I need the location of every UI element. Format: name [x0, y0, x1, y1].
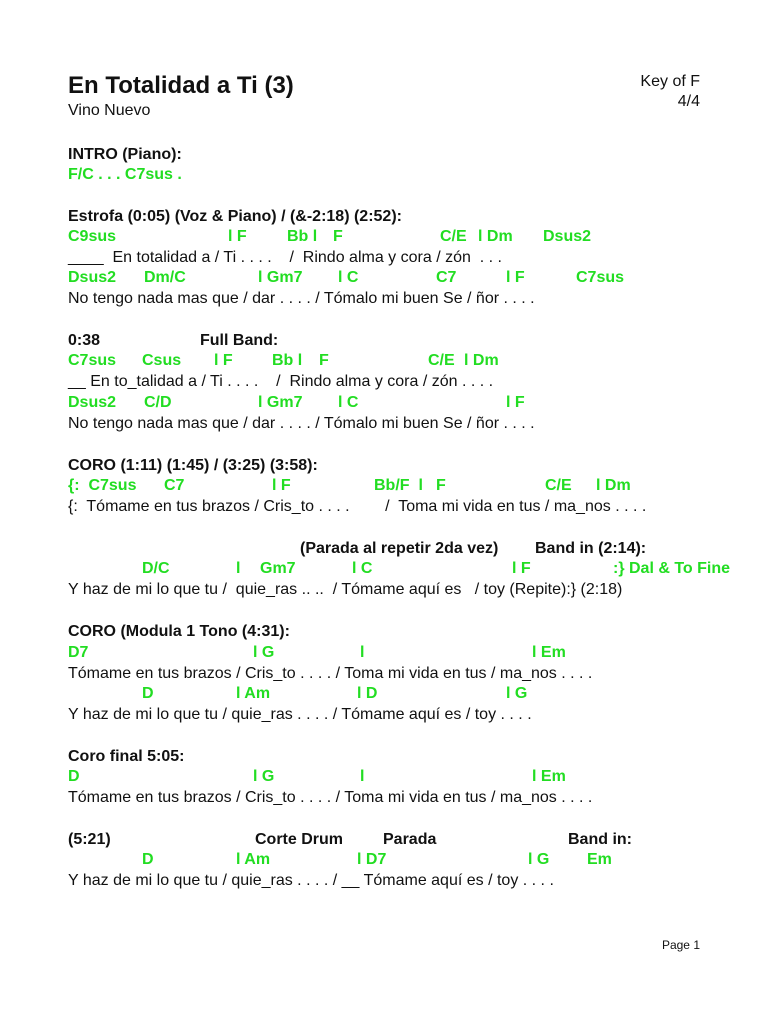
- coro-modula-heading: CORO (Modula 1 Tono (4:31):: [68, 623, 290, 640]
- chord: l G: [253, 768, 275, 785]
- chord: l: [360, 768, 365, 785]
- chord: Dsus2: [68, 269, 117, 286]
- chord: Csus: [142, 352, 182, 369]
- chord: l D7: [357, 851, 387, 868]
- chord: l G: [506, 685, 528, 702]
- chord: l Em: [532, 644, 566, 661]
- chord: l Gm7: [258, 269, 303, 286]
- chord: Bb l: [272, 352, 303, 369]
- corte-drum-label: Corte Drum: [255, 831, 344, 848]
- intro-chords: F/C . . . C7sus .: [68, 166, 182, 183]
- chord: l Dm: [596, 477, 631, 494]
- chord: D7: [68, 644, 89, 661]
- chord: l Dm: [478, 228, 513, 245]
- estrofa-heading: Estrofa (0:05) (Voz & Piano) / (&-2:18) (2:52):: [68, 208, 402, 225]
- chord: l: [236, 560, 241, 577]
- lyric-line: {: Tómame en tus brazos / Cris_to . . . . / Toma mi vida en tus / ma_nos . . . .: [68, 498, 647, 515]
- chord: C/E: [428, 352, 455, 369]
- chord: l F: [506, 394, 525, 411]
- chord: l D: [357, 685, 378, 702]
- chord: D: [142, 851, 154, 868]
- lyric-line: No tengo nada mas que / dar . . . . / Tómalo mi buen Se / ñor . . . .: [68, 290, 535, 307]
- chord: C/E: [440, 228, 467, 245]
- ending-time: (5:21): [68, 831, 111, 848]
- artist-name: Vino Nuevo: [68, 102, 151, 119]
- lyric-line: __ En to_talidad a / Ti . . . . / Rindo alma y cora / zón . . . .: [68, 373, 494, 390]
- lyric-line: Y haz de mi lo que tu / quie_ras . . . . / Tómame aquí es / toy . . . .: [68, 706, 532, 723]
- chord: l Am: [236, 685, 271, 702]
- chord: Dm/C: [144, 269, 186, 286]
- chord: C7: [164, 477, 185, 494]
- chord: l F: [512, 560, 531, 577]
- chord: Bb l: [287, 228, 318, 245]
- chord: l: [360, 644, 365, 661]
- chord: l C: [352, 560, 373, 577]
- lyric-line: Tómame en tus brazos / Cris_to . . . . / Toma mi vida en tus / ma_nos . . . .: [68, 789, 593, 806]
- chord: l Dm: [464, 352, 499, 369]
- intro-heading: INTRO (Piano):: [68, 146, 182, 163]
- parada-note: (Parada al repetir 2da vez): [300, 540, 499, 557]
- chord: l F: [272, 477, 291, 494]
- lyric-line: ____ En totalidad a / Ti . . . . / Rindo alma y cora / zón . . .: [68, 249, 502, 266]
- song-title: En Totalidad a Ti (3): [68, 72, 294, 99]
- coro-final-heading: Coro final 5:05:: [68, 748, 185, 765]
- chord: C/E: [545, 477, 572, 494]
- coro-heading: CORO (1:11) (1:45) / (3:25) (3:58):: [68, 457, 318, 474]
- chord: F: [333, 228, 343, 245]
- chord: l Em: [532, 768, 566, 785]
- chord: F: [436, 477, 446, 494]
- chord: l G: [528, 851, 550, 868]
- chord: D: [142, 685, 154, 702]
- chord: l F: [506, 269, 525, 286]
- chord: l C: [338, 394, 359, 411]
- chord: Dsus2: [543, 228, 592, 245]
- band-in-label: Band in:: [568, 831, 632, 848]
- chord: C7sus: [68, 352, 117, 369]
- chord: D/C: [142, 560, 170, 577]
- full-band-heading: Full Band:: [200, 332, 279, 349]
- chord: l Am: [236, 851, 271, 868]
- chord: C9sus: [68, 228, 117, 245]
- full-band-time: 0:38: [68, 332, 101, 349]
- chord: Gm7: [260, 560, 296, 577]
- dal-to-fine: :} Dal & To Fine: [613, 560, 731, 577]
- time-signature: 4/4: [677, 93, 700, 110]
- lyric-line: Y haz de mi lo que tu / quie_ras .. .. / Tómame aquí es / toy (Repite):} (2:18): [68, 581, 623, 598]
- chord: C7sus: [576, 269, 625, 286]
- chord: C/D: [144, 394, 172, 411]
- chord: l Gm7: [258, 394, 303, 411]
- chord: D: [68, 768, 80, 785]
- chord: {: C7sus: [68, 477, 137, 494]
- chord: C7: [436, 269, 457, 286]
- band-in-label: Band in (2:14):: [535, 540, 647, 557]
- lyric-line: Tómame en tus brazos / Cris_to . . . . / Toma mi vida en tus / ma_nos . . . .: [68, 665, 593, 682]
- lyric-line: No tengo nada mas que / dar . . . . / Tómalo mi buen Se / ñor . . . .: [68, 415, 535, 432]
- chord: l G: [253, 644, 275, 661]
- chord: l F: [228, 228, 247, 245]
- lyric-line: Y haz de mi lo que tu / quie_ras . . . . / __ Tómame aquí es / toy . . . .: [68, 872, 554, 889]
- page-number: Page 1: [661, 938, 700, 952]
- chord: F: [319, 352, 329, 369]
- chord: l F: [214, 352, 233, 369]
- chord: l C: [338, 269, 359, 286]
- chord: Dsus2: [68, 394, 117, 411]
- chord: Em: [587, 851, 612, 868]
- song-key: Key of F: [640, 73, 700, 90]
- parada-label: Parada: [383, 831, 437, 848]
- chord: Bb/F l: [374, 477, 423, 494]
